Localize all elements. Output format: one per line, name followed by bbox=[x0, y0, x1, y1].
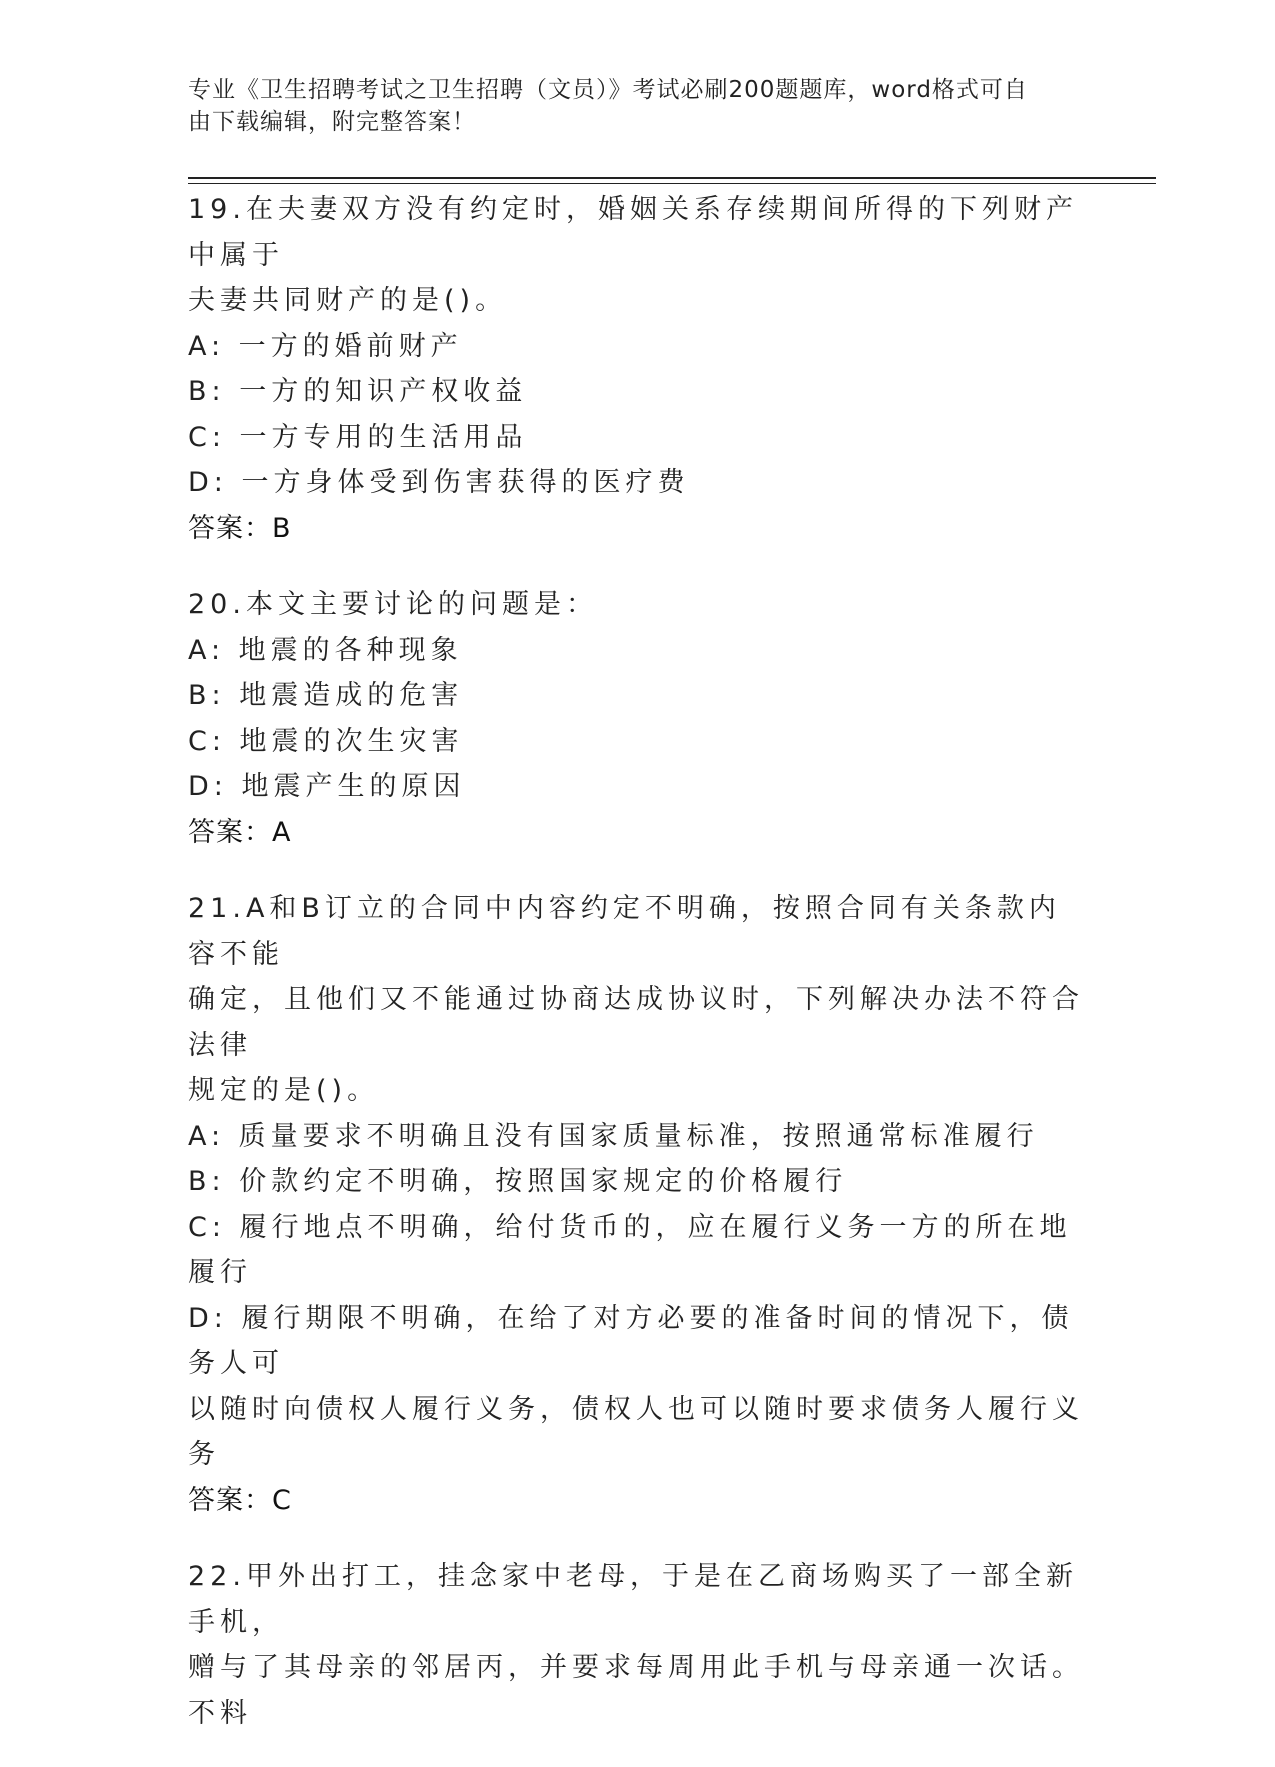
question-19 bbox=[188, 187, 1088, 551]
option-c: C: 履行地点不明确，给付货币的，应在履行义务一方的所在地履行 bbox=[188, 1211, 1072, 1288]
question-22 bbox=[188, 1554, 1088, 1736]
question-20 bbox=[188, 582, 1088, 855]
question-text-line: 19.在夫妻双方没有约定时，婚姻关系存续期间所得的下列财产中属于 bbox=[188, 194, 1078, 271]
option-d: D: 地震产生的原因 bbox=[188, 771, 466, 802]
option-a: A: 一方的婚前财产 bbox=[188, 330, 463, 362]
question-list bbox=[188, 187, 1088, 1767]
option-d: D: 一方身体受到伤害获得的医疗费 bbox=[188, 467, 690, 498]
option-a: A: 质量要求不明确且没有国家质量标准，按照通常标准履行 bbox=[188, 1120, 1039, 1152]
option-c: C: 一方专用的生活用品 bbox=[188, 421, 528, 453]
header-line-1: 专业《卫生招聘考试之卫生招聘（文员）》考试必刷200题题库，word格式可自 bbox=[188, 77, 1028, 103]
option-b: B: 地震造成的危害 bbox=[188, 680, 464, 711]
question-text-line: 20.本文主要讨论的问题是： bbox=[188, 589, 598, 620]
answer-line: 答案：A bbox=[188, 816, 292, 848]
question-text-line: 21.A和B订立的合同中内容约定不明确，按照合同有关条款内容不能 bbox=[188, 893, 1061, 970]
question-text-line: 规定的是()。 bbox=[188, 1075, 380, 1106]
question-text-line: 赠与了其母亲的邻居丙，并要求每周用此手机与母亲通一次话。不料 bbox=[188, 1652, 1084, 1729]
header-divider-thin bbox=[188, 183, 1156, 184]
answer-line: 答案：C bbox=[188, 1484, 292, 1516]
page-header bbox=[188, 74, 1068, 138]
option-a: A: 地震的各种现象 bbox=[188, 634, 463, 666]
option-d-continued: 以随时向债权人履行义务，债权人也可以随时要求债务人履行义务 bbox=[188, 1393, 1084, 1470]
option-b: B: 价款约定不明确，按照国家规定的价格履行 bbox=[188, 1166, 848, 1197]
option-b: B: 一方的知识产权收益 bbox=[188, 376, 528, 407]
question-text-line: 确定，且他们又不能通过协商达成协议时，下列解决办法不符合法律 bbox=[188, 984, 1084, 1061]
header-line-2: 由下载编辑，附完整答案！ bbox=[188, 109, 476, 135]
option-d: D: 履行期限不明确，在给了对方必要的准备时间的情况下，债务人可 bbox=[188, 1302, 1074, 1379]
question-text-line: 22.甲外出打工，挂念家中老母，于是在乙商场购买了一部全新手机， bbox=[188, 1561, 1078, 1638]
answer-line: 答案：B bbox=[188, 512, 292, 544]
question-text-line: 夫妻共同财产的是()。 bbox=[188, 285, 508, 316]
question-21 bbox=[188, 886, 1088, 1523]
option-c: C: 地震的次生灾害 bbox=[188, 725, 464, 757]
header-divider-thick bbox=[188, 177, 1156, 179]
